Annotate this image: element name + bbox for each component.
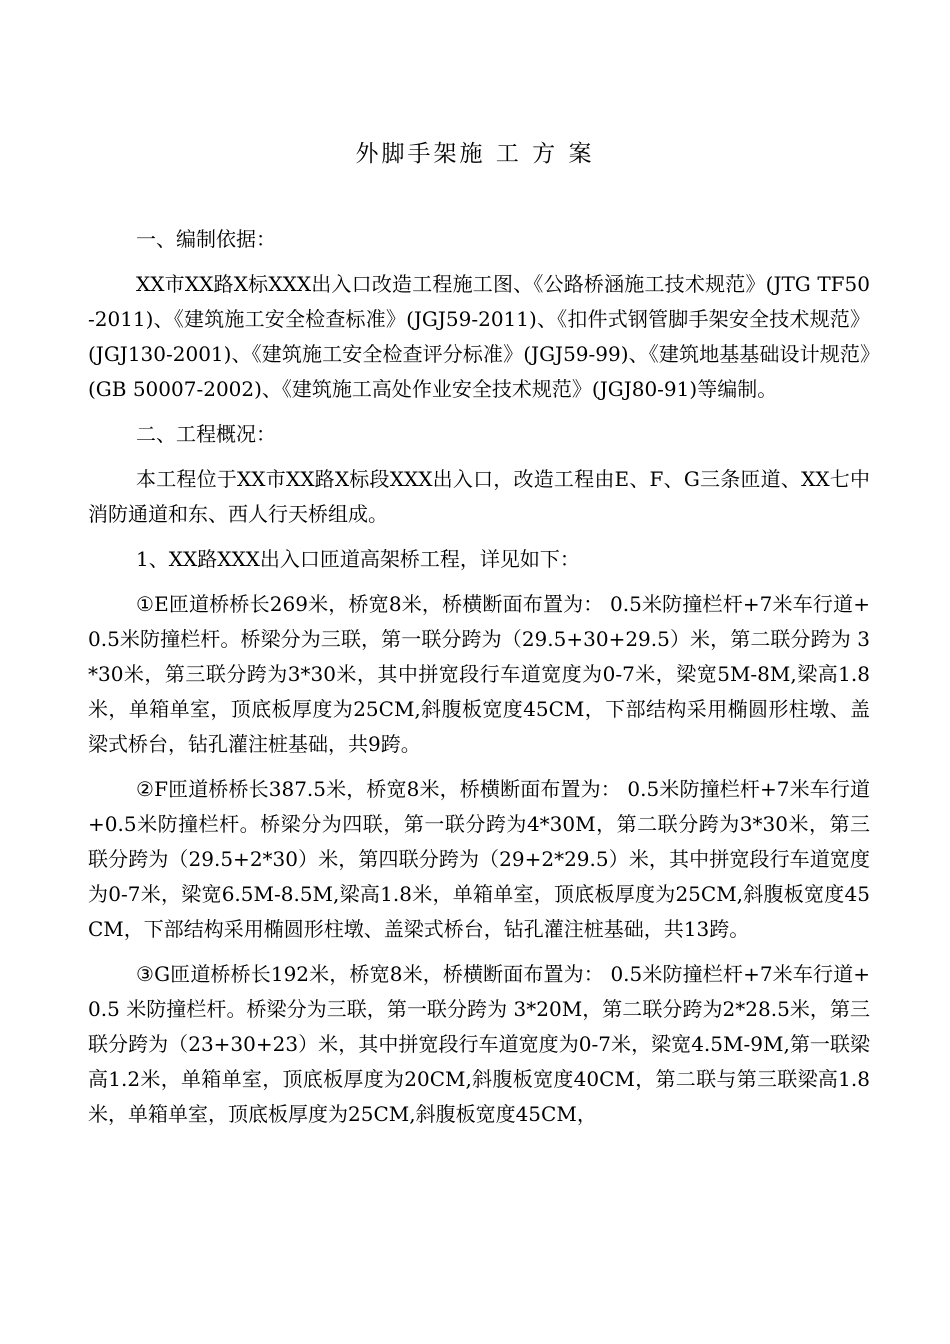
document-title: 外脚手架施 工 方 案 xyxy=(355,141,595,167)
ramp-f-paragraph: ②F匝道桥桥长387.5米，桥宽8米，桥横断面布置为： 0.5米防撞栏杆+7米车行道+0.5米防撞栏杆。桥梁分为四联，第一联分跨为4*30M，第二联分跨为3*30米，第三联分跨为（29.5+2*30）米，第四联分跨为（29+2*29.5）米，其中拼宽段行车道宽度为0-7米，梁宽6.5M-8.5M,梁高1.8米，单箱单室，顶底板厚度为25CM,斜腹板宽度45CM，下部结构采用椭圆形柱墩、盖梁式桥台，钻孔灌注桩基础，共13跨。 xyxy=(88,777,870,941)
ramp-g-paragraph: ③G匝道桥桥长192米，桥宽8米，桥横断面布置为： 0.5米防撞栏杆+7米车行道+0.5 米防撞栏杆。桥梁分为三联，第一联分跨为 3*20M，第二联分跨为2*28.5米，第三联分跨为（23+30+23）米，其中拼宽段行车道宽度为0-7米，梁宽4.5M-9M,第一联梁高1.2米，单箱单室，顶底板厚度为20CM,斜腹板宽度40CM，第二联与第三联梁高1.8米，单箱单室，顶底板厚度为25CM,斜腹板宽度45CM， xyxy=(88,962,870,1126)
overview-paragraph: 本工程位于XX市XX路X标段XXX出入口，改造工程由E、F、G三条匝道、XX七中消防通道和东、西人行天桥组成。 xyxy=(88,467,870,526)
document-body xyxy=(88,222,870,1132)
basis-paragraph: XX市XX路X标XXX出入口改造工程施工图、《公路桥涵施工技术规范》(JTG TF50-2011)、《建筑施工安全检查标准》(JGJ59-2011)、《扣件式钢管脚手架安全技术规范》(JGJ130-2001)、《建筑施工安全检查评分标准》(JGJ59-99)、《建筑地基基础设计规范》(GB 50007-2002)、《建筑施工高处作业安全技术规范》(JGJ80-91)等编制。 xyxy=(88,272,870,401)
section-heading-overview: 二、工程概况： xyxy=(136,422,276,446)
ramp-e-paragraph: ①E匝道桥桥长269米，桥宽8米，桥横断面布置为： 0.5米防撞栏杆+7米车行道+0.5米防撞栏杆。桥梁分为三联，第一联分跨为（29.5+30+29.5）米，第二联分跨为 3*30米，第三联分跨为3*30米，其中拼宽段行车道宽度为0-7米，梁宽5M-8M,梁高1.8米，单箱单室，顶底板厚度为25CM,斜腹板宽度45CM，下部结构采用椭圆形柱墩、盖梁式桥台，钻孔灌注桩基础，共9跨。 xyxy=(88,592,870,756)
section-heading-basis: 一、编制依据： xyxy=(136,227,276,251)
overview-subheading: 1、XX路XXX出入口匝道高架桥工程，详见如下： xyxy=(136,547,580,571)
